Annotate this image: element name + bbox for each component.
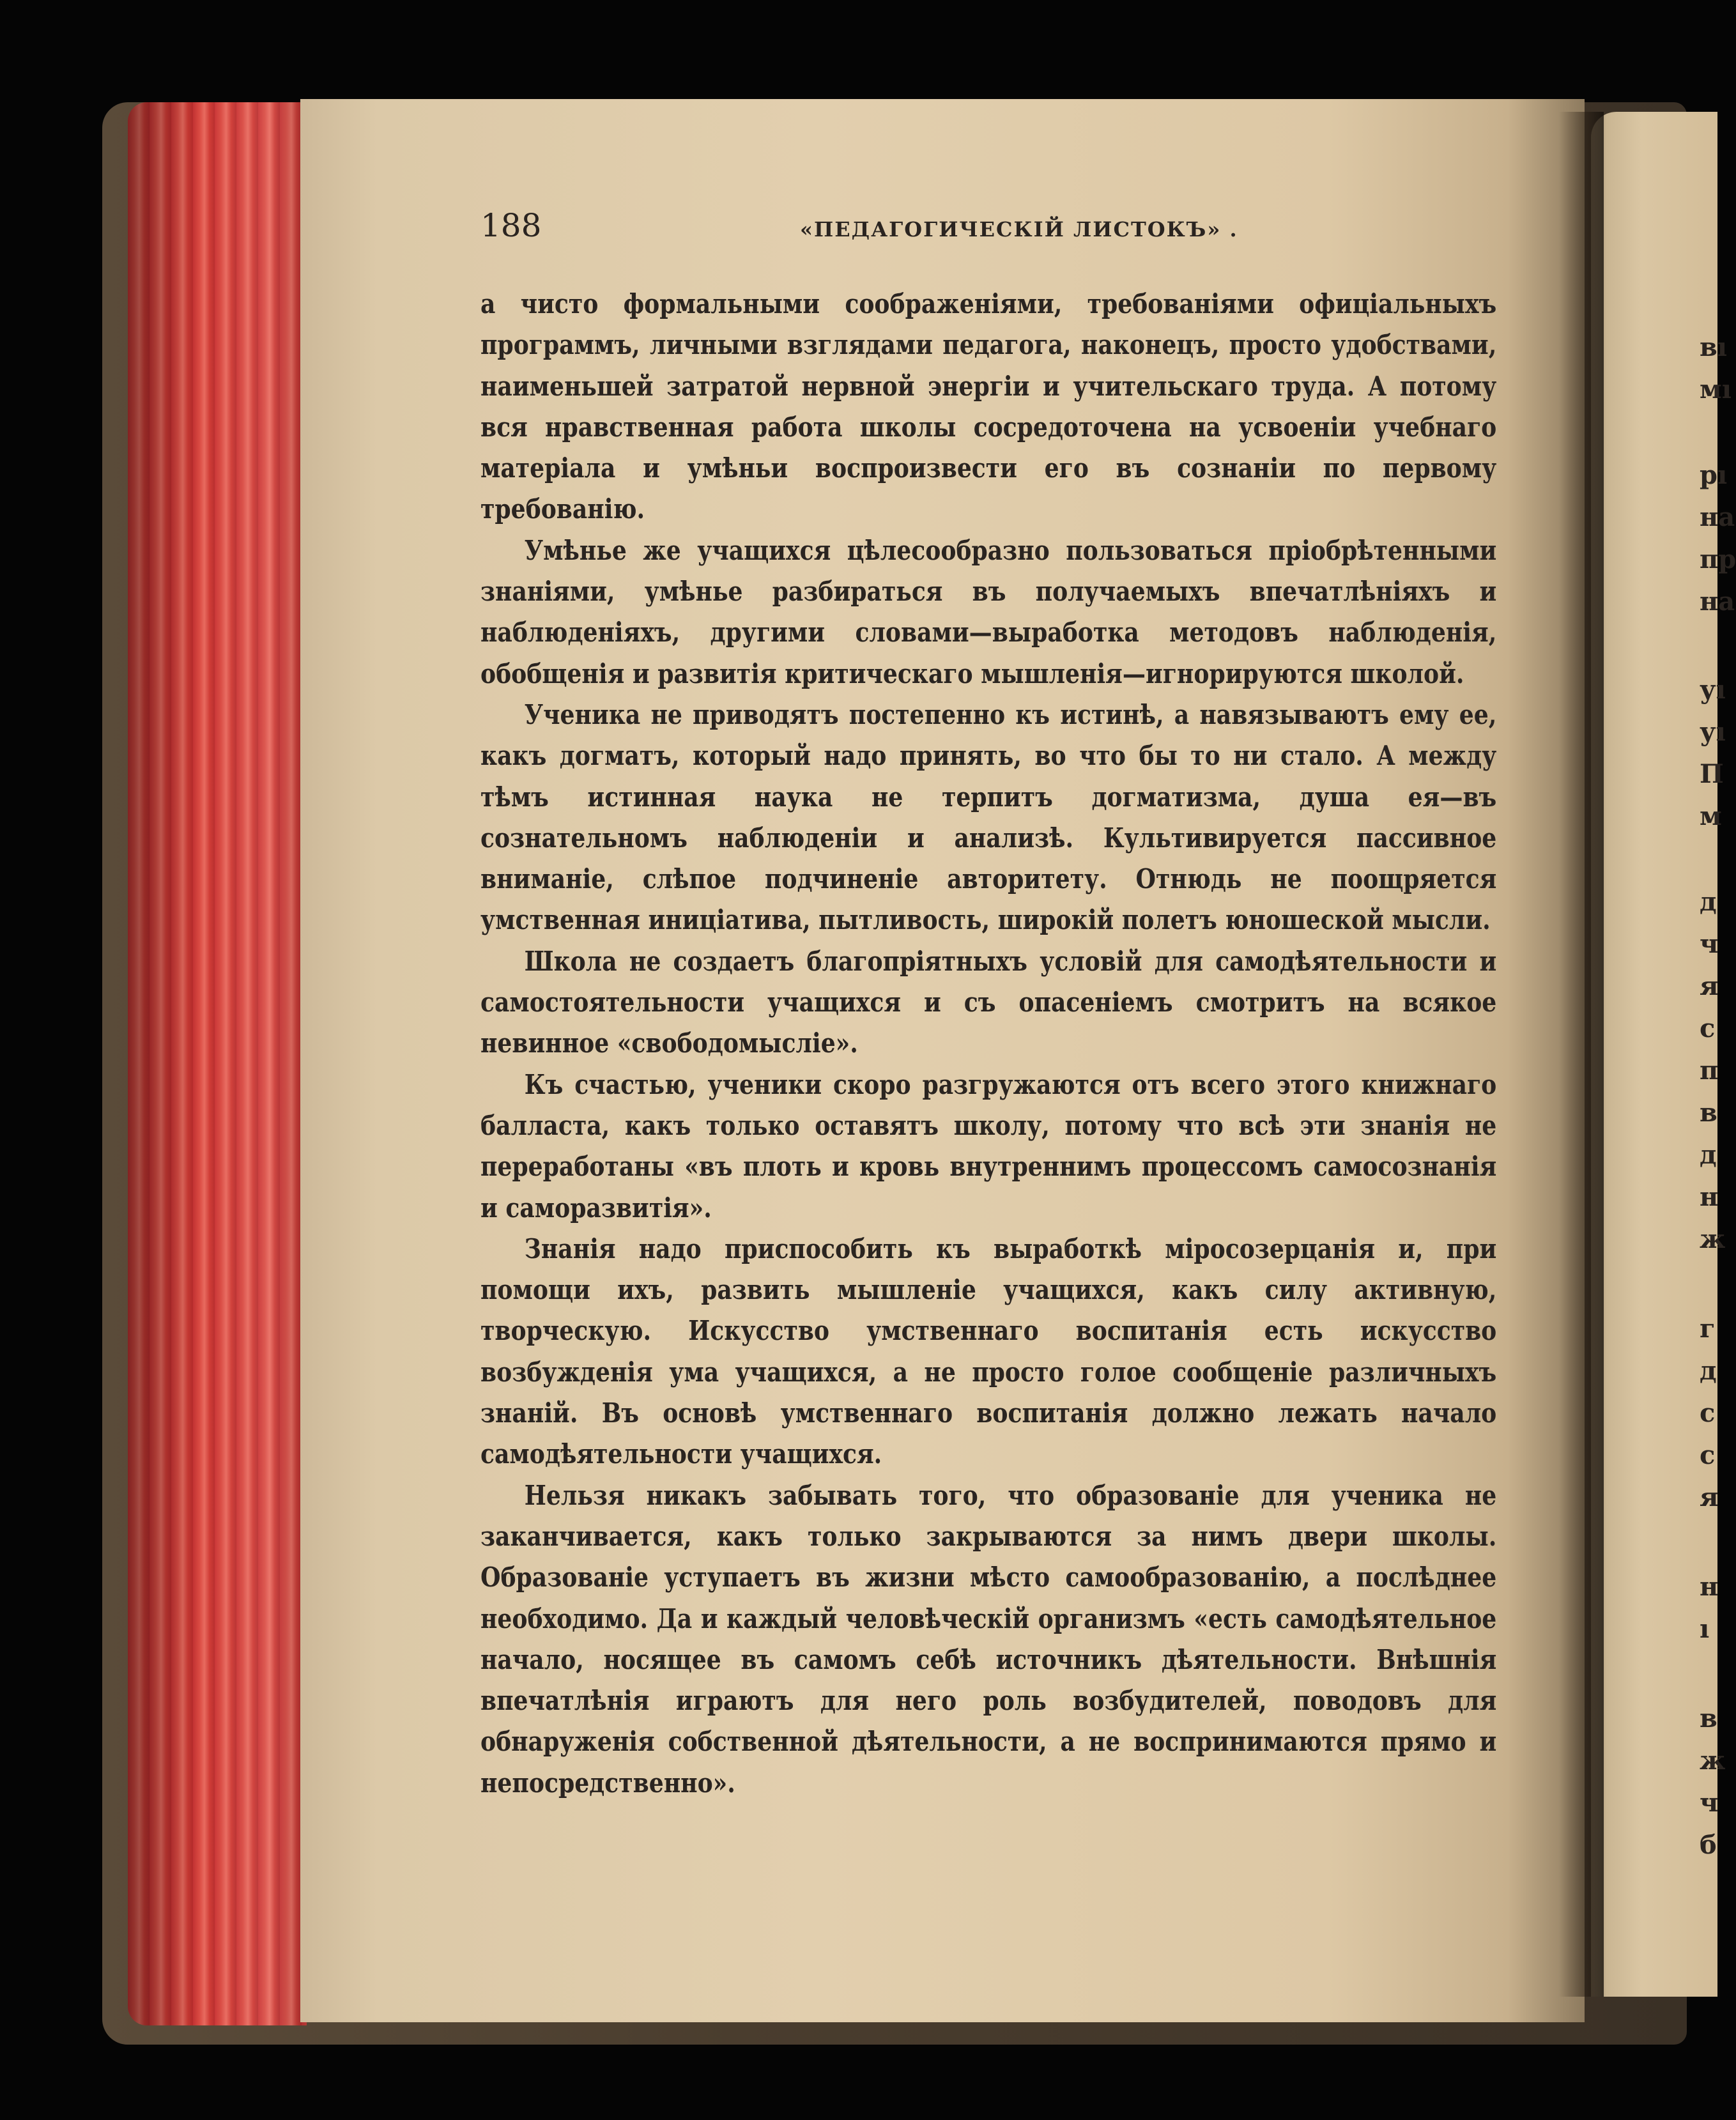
- next-page-letter: с: [1700, 1440, 1716, 1470]
- journal-title: «ПЕДАГОГИЧЕСКІЙ ЛИСТОКЪ» .: [800, 217, 1238, 242]
- next-page-letter: н: [1700, 1182, 1719, 1212]
- paragraph-7: Нельзя никакъ забывать того, что образованіе для ученика не заканчивается, какъ только закрываются за нимъ двери школы. Образованіе уступаетъ въ жизни мѣсто самообразованію, а послѣднее необходимо. Да и каждый человѣческій организмъ «есть самодѣятельное начало, носящее въ самомъ себѣ источникъ дѣятельности. Внѣшнія впечатлѣнія играютъ для него роль возбудителей, поводовъ для обнаруженія собственной дѣятельности, а не воспринимаются прямо и непосредственно».: [480, 1479, 1497, 1799]
- next-page-letter: д: [1700, 1356, 1717, 1386]
- next-page-letter: г: [1700, 1314, 1716, 1344]
- next-page-letter: н: [1700, 1572, 1719, 1602]
- next-page-letter: рı: [1700, 460, 1728, 490]
- paragraph-1: а чисто формальными соображеніями, требованіями офиціальныхъ программъ, личными взглядами педагога, наконецъ, просто удобствами, наименьшей затратой нервной энергіи и учительскаго труда. А потому вся нравственная работа школы сосредоточена на усвоеніи учебнаго матеріала и умѣньи воспроизвести его въ сознаніи по первому требованію.: [480, 288, 1497, 525]
- next-page-letter: в: [1700, 1098, 1717, 1128]
- next-page-letter: в: [1700, 1703, 1717, 1733]
- next-page-letter: вı: [1700, 332, 1727, 362]
- paragraph-5: Къ счастью, ученики скоро разгружаются отъ всего этого книжнаго балласта, какъ только оставятъ школу, потому что всѣ эти знанія не переработаны «въ плоть и кровь внутреннимъ процессомъ самосознанія и саморазвитія».: [480, 1068, 1497, 1224]
- paragraph-4: Школа не создаетъ благопріятныхъ условій для самодѣятельности и самостоятельности учащихся и съ опасеніемъ смотритъ на всякое невинное «свободомысліе».: [480, 945, 1497, 1059]
- next-page-letter: на: [1700, 587, 1735, 617]
- book-gutter-shadow: [1559, 112, 1604, 1997]
- next-page-letter: ж: [1700, 1746, 1726, 1776]
- page-number: 188: [480, 207, 542, 244]
- next-page-letter: п: [1700, 1056, 1719, 1086]
- next-page-letter: уı: [1700, 717, 1726, 747]
- next-page-letter: я: [1700, 1482, 1719, 1512]
- page-edges-shade: [128, 102, 307, 2025]
- next-page-letter: д: [1700, 1140, 1717, 1170]
- next-page-letter: я: [1700, 971, 1719, 1001]
- next-page-letter: с: [1700, 1398, 1716, 1428]
- next-page-letter: м: [1700, 801, 1722, 831]
- next-page-letter: д: [1700, 887, 1717, 917]
- next-page-letter: пр: [1700, 544, 1736, 574]
- body-text: [480, 284, 1496, 1804]
- paragraph-2: Умѣнье же учащихся цѣлесообразно пользоваться пріобрѣтенными знаніями, умѣнье разбираться въ получаемыхъ впечатлѣніяхъ и наблюденіяхъ, другими словами—выработка методовъ наблюденія, обобщенія и развитія критическаго мышленія—игнорируются школой.: [480, 534, 1497, 689]
- next-page-letter: мı: [1700, 374, 1732, 404]
- next-page-letter: уı: [1700, 675, 1726, 705]
- next-page-letter: ч: [1700, 1788, 1719, 1818]
- next-page-fragment: [1591, 112, 1717, 1997]
- next-page-letter: П: [1700, 759, 1724, 789]
- next-page-letter: ч: [1700, 929, 1719, 959]
- next-page-letter: на: [1700, 502, 1735, 532]
- paragraph-6: Знанія надо приспособить къ выработкѣ міросозерцанія и, при помощи ихъ, развить мышленіе учащихся, какъ силу активную, творческую. Искусство умственнаго воспитанія есть искусство возбужденія ума учащихся, а не просто голое сообщеніе различныхъ знаній. Въ основѣ умственнаго воспитанія должно лежать начало самодѣятельности учащихся.: [480, 1233, 1497, 1470]
- paragraph-3: Ученика не приводятъ постепенно къ истинѣ, а навязываютъ ему ее, какъ догматъ, который надо принять, во что бы то ни стало. А между тѣмъ истинная наука не терпитъ догматизма, душа ея—въ сознательномъ наблюденіи и анализѣ. Культивируется пассивное вниманіе, слѣпое подчиненіе авторитету. Отнюдь не поощряется умственная иниціатива, пытливость, широкій полетъ юношеской мысли.: [480, 698, 1497, 936]
- next-page-letter: ı: [1700, 1614, 1710, 1644]
- running-head: [480, 203, 1503, 254]
- next-page-letter: б: [1700, 1830, 1717, 1860]
- next-page-letter: ж: [1700, 1224, 1726, 1254]
- next-page-letter: с: [1700, 1013, 1716, 1043]
